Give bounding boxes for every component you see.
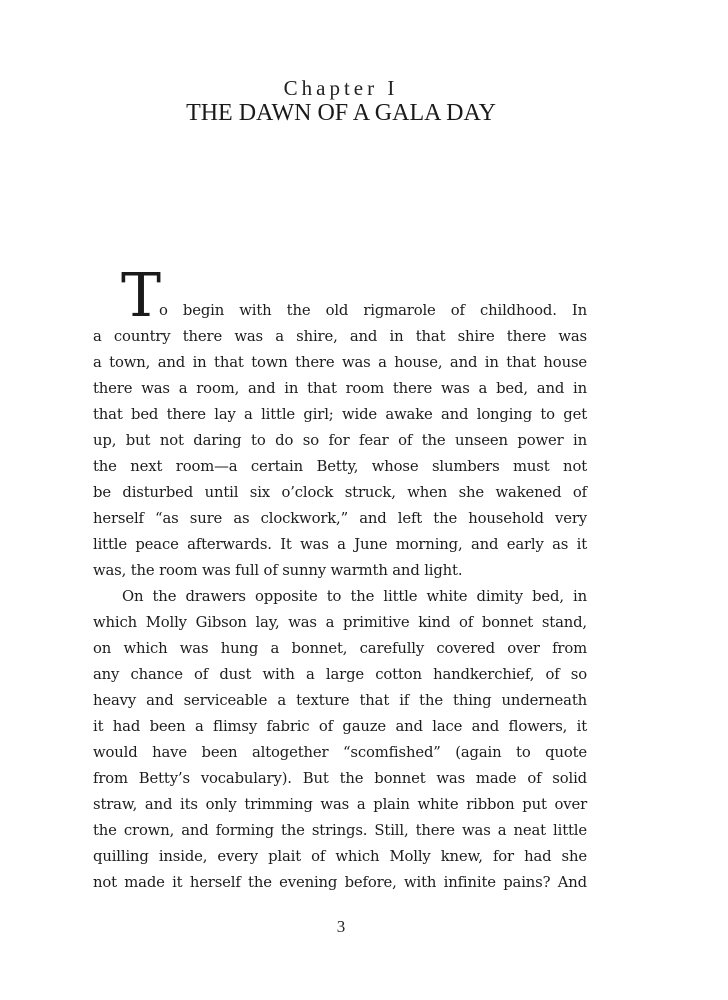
text-line: from Betty’s vocabulary). But the bonnet was made of solid [93, 770, 587, 787]
paragraph-2 [93, 584, 587, 896]
text-line: it had been a flimsy fabric of gauze and lace and flowers, it [93, 718, 587, 735]
text-line: quilling inside, every plait of which Molly knew, for had she [93, 848, 587, 865]
chapter-label: Chapter I [283, 76, 399, 100]
page-number: 3 [336, 917, 346, 936]
text-line: there was a room, and in that room there was a bed, and in [93, 380, 587, 397]
text-line: be disturbed until six o’clock struck, when she wakened of [93, 484, 587, 501]
opening-line [93, 261, 587, 331]
chapter-title: THE DAWN OF A GALA DAY [186, 100, 496, 126]
text-line: On the drawers opposite to the little white dimity bed, in [122, 588, 587, 605]
text-line: the next room—a certain Betty, whose slumbers must not [93, 458, 587, 475]
text-line: on which was hung a bonnet, carefully covered over from [93, 640, 587, 657]
body-text [93, 261, 587, 896]
text-line: was, the room was full of sunny warmth and light. [93, 562, 463, 579]
text-line: straw, and its only trimming was a plain white ribbon put over [93, 796, 587, 813]
paragraph-1 [93, 261, 587, 584]
text-line: up, but not daring to do so for fear of the unseen power in [93, 432, 587, 449]
text-line: any chance of dust with a large cotton handkerchief, of so [93, 666, 587, 683]
text-line: o begin with the old rigmarole of childhood. In [159, 302, 587, 319]
drop-cap: T [121, 261, 162, 331]
text-line: herself “as sure as clockwork,” and left the household very [93, 510, 587, 527]
text-line: that bed there lay a little girl; wide awake and longing to get [93, 406, 587, 423]
text-line: a town, and in that town there was a house, and in that house [93, 354, 587, 371]
text-line: a country there was a shire, and in that shire there was [93, 328, 587, 345]
text-line: the crown, and forming the strings. Still, there was a neat little [93, 822, 587, 839]
text-line: heavy and serviceable a texture that if the thing underneath [93, 692, 587, 709]
text-line: not made it herself the evening before, with infinite pains? And [93, 874, 587, 891]
text-line: little peace afterwards. It was a June morning, and early as it [93, 536, 587, 553]
text-line: which Molly Gibson lay, was a primitive kind of bonnet stand, [93, 614, 587, 631]
text-line: would have been altogether “scomfished” (again to quote [93, 744, 587, 761]
